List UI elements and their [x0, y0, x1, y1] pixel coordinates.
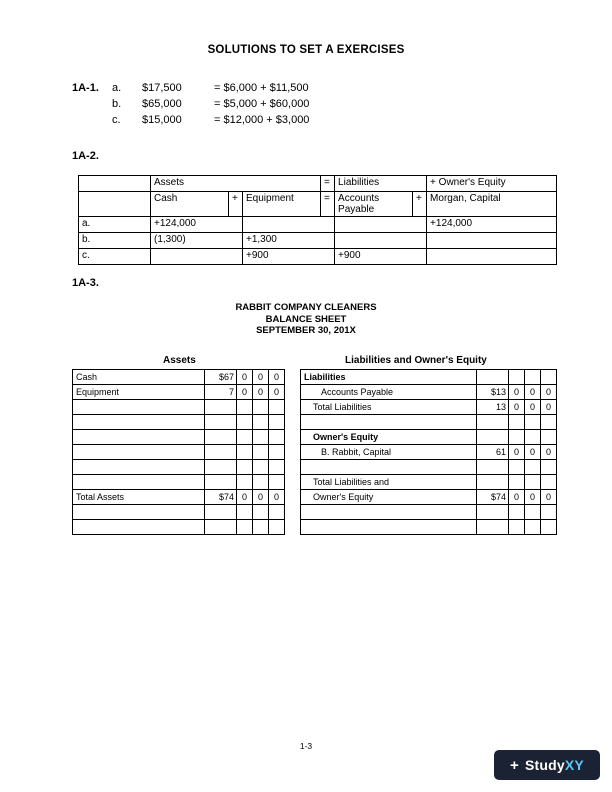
- row-digit-3: 0: [541, 385, 557, 400]
- item-equation: = $12,000 + $3,000: [214, 114, 310, 126]
- header-owners-equity: + Owner's Equity: [427, 176, 557, 192]
- row-amount: [477, 460, 509, 475]
- item-letter: c.: [112, 114, 121, 126]
- page-title: SOLUTIONS TO SET A EXERCISES: [207, 44, 405, 56]
- statement-name: BALANCE SHEET: [265, 313, 347, 325]
- row-digit-1: 0: [237, 370, 253, 385]
- row-digit-1: [237, 520, 253, 535]
- table-row: [301, 520, 557, 535]
- row-digit-3: [269, 460, 285, 475]
- subheader-equals: =: [321, 192, 335, 217]
- row-label: [73, 475, 205, 490]
- row-amount: [205, 400, 237, 415]
- row-digit-3: [541, 430, 557, 445]
- row-amount: 61: [477, 445, 509, 460]
- item-amount: $15,000: [142, 114, 182, 126]
- row-digit-2: 0: [525, 490, 541, 505]
- row-amount: 7: [205, 385, 237, 400]
- row-digit-2: [525, 430, 541, 445]
- row-amount: [477, 370, 509, 385]
- row-digit-2: [525, 520, 541, 535]
- row-payable: +900: [335, 249, 427, 265]
- row-label: Equipment: [73, 385, 205, 400]
- row-amount: $67: [205, 370, 237, 385]
- table-row: [73, 505, 285, 520]
- table-subheader-row: [79, 192, 557, 217]
- row-digit-2: [253, 445, 269, 460]
- table-row: [301, 415, 557, 430]
- table-row: [301, 505, 557, 520]
- row-digit-1: 0: [509, 445, 525, 460]
- row-digit-3: [269, 400, 285, 415]
- accounting-equation-table: [78, 175, 557, 265]
- row-digit-1: 0: [237, 490, 253, 505]
- list-item: [112, 82, 414, 98]
- corner-cell-2: [79, 192, 151, 217]
- list-item: [112, 98, 414, 114]
- table-row: [79, 217, 557, 233]
- row-label: Total Assets: [73, 490, 205, 505]
- row-label: [301, 520, 477, 535]
- row-digit-2: 0: [253, 490, 269, 505]
- row-label: Cash: [73, 370, 205, 385]
- company-name: RABBIT COMPANY CLEANERS: [235, 302, 377, 313]
- row-digit-1: 0: [509, 385, 525, 400]
- exercise-1a3-label: 1A-3.: [72, 277, 99, 289]
- row-label: [73, 430, 205, 445]
- row-cash: (1,300): [151, 233, 243, 249]
- table-row: [301, 400, 557, 415]
- table-row: [301, 475, 557, 490]
- row-digit-3: [269, 415, 285, 430]
- table-header-row: [79, 176, 557, 192]
- header-assets: Assets: [151, 176, 321, 192]
- table-row: [79, 249, 557, 265]
- table-row: [73, 445, 285, 460]
- row-letter: a.: [79, 217, 151, 233]
- subheader-cash: Cash: [151, 192, 229, 217]
- table-row: [301, 385, 557, 400]
- row-digit-2: [253, 505, 269, 520]
- item-amount: $17,500: [142, 82, 182, 94]
- item-letter: a.: [112, 82, 122, 94]
- subheader-accounts-payable: Accounts Payable: [335, 192, 413, 217]
- row-digit-3: [541, 475, 557, 490]
- row-digit-1: [509, 475, 525, 490]
- row-digit-3: [541, 415, 557, 430]
- item-letter: b.: [112, 98, 122, 110]
- row-label: [73, 505, 205, 520]
- row-digit-1: 0: [509, 490, 525, 505]
- row-label: Liabilities: [301, 370, 477, 385]
- row-digit-3: [269, 505, 285, 520]
- row-label: [301, 505, 477, 520]
- row-label: Total Liabilities: [301, 400, 477, 415]
- watermark-name-accent: XY: [564, 757, 584, 773]
- row-digit-1: 0: [509, 400, 525, 415]
- table-row: [73, 460, 285, 475]
- table-row: [73, 490, 285, 505]
- row-payable: [335, 233, 427, 249]
- row-equipment: +1,300: [243, 233, 335, 249]
- table-row: [301, 460, 557, 475]
- row-capital: [427, 249, 557, 265]
- row-digit-2: 0: [525, 445, 541, 460]
- row-digit-2: 0: [253, 385, 269, 400]
- table-row: [73, 415, 285, 430]
- row-amount: [477, 475, 509, 490]
- row-label: B. Rabbit, Capital: [301, 445, 477, 460]
- table-row: [73, 385, 285, 400]
- row-amount: [205, 460, 237, 475]
- row-amount: [205, 505, 237, 520]
- row-amount: [477, 415, 509, 430]
- table-row: [301, 370, 557, 385]
- table-row: [301, 430, 557, 445]
- row-amount: [477, 520, 509, 535]
- row-digit-2: 0: [525, 385, 541, 400]
- row-digit-2: [253, 415, 269, 430]
- row-capital: [427, 233, 557, 249]
- row-label: [73, 445, 205, 460]
- row-digit-2: [525, 475, 541, 490]
- item-equation: = $5,000 + $60,000: [214, 98, 310, 110]
- row-payable: [335, 217, 427, 233]
- liabilities-column-heading: Liabilities and Owner's Equity: [345, 355, 487, 366]
- table-row: [73, 430, 285, 445]
- row-amount: [205, 520, 237, 535]
- row-digit-3: 0: [269, 490, 285, 505]
- item-amount: $65,000: [142, 98, 182, 110]
- exercise-1a1-rows: [112, 82, 414, 130]
- header-liabilities: Liabilities: [335, 176, 427, 192]
- row-digit-2: [253, 475, 269, 490]
- row-label: [73, 520, 205, 535]
- exercise-1a1-label: 1A-1.: [72, 82, 99, 94]
- liabilities-equity-table: [300, 369, 557, 535]
- table-row: [73, 400, 285, 415]
- page-number: 1-3: [299, 741, 313, 751]
- row-digit-2: [525, 505, 541, 520]
- row-digit-2: [253, 460, 269, 475]
- row-digit-3: [541, 505, 557, 520]
- row-digit-2: [525, 415, 541, 430]
- subheader-equipment: Equipment: [243, 192, 321, 217]
- row-label: Total Liabilities and: [301, 475, 477, 490]
- row-amount: [205, 415, 237, 430]
- row-digit-1: [509, 430, 525, 445]
- row-digit-1: [509, 415, 525, 430]
- row-digit-2: [253, 430, 269, 445]
- row-digit-3: [541, 520, 557, 535]
- row-digit-3: 0: [269, 385, 285, 400]
- statement-date: SEPTEMBER 30, 201X: [256, 325, 356, 336]
- row-label: [73, 400, 205, 415]
- table-row: [73, 475, 285, 490]
- row-amount: [205, 445, 237, 460]
- row-cash: +124,000: [151, 217, 243, 233]
- table-row: [79, 233, 557, 249]
- row-digit-2: [525, 460, 541, 475]
- row-digit-3: [269, 520, 285, 535]
- row-label: [73, 415, 205, 430]
- table-row: [301, 490, 557, 505]
- corner-cell: [79, 176, 151, 192]
- subheader-plus-1: +: [229, 192, 243, 217]
- row-digit-1: [509, 460, 525, 475]
- row-digit-1: [237, 445, 253, 460]
- row-digit-2: [253, 520, 269, 535]
- row-digit-3: 0: [541, 400, 557, 415]
- row-amount: $13: [477, 385, 509, 400]
- row-digit-3: [541, 370, 557, 385]
- row-equipment: +900: [243, 249, 335, 265]
- row-digit-2: 0: [253, 370, 269, 385]
- row-amount: $74: [477, 490, 509, 505]
- row-digit-3: 0: [541, 445, 557, 460]
- row-digit-1: [237, 400, 253, 415]
- row-capital: +124,000: [427, 217, 557, 233]
- row-digit-2: 0: [525, 400, 541, 415]
- balance-sheet-heading: [0, 302, 612, 337]
- row-cash: [151, 249, 243, 265]
- row-equipment: [243, 217, 335, 233]
- studyxy-watermark: [494, 750, 600, 780]
- exercise-1a2-label: 1A-2.: [72, 150, 99, 162]
- row-letter: b.: [79, 233, 151, 249]
- row-label: Owner's Equity: [301, 430, 477, 445]
- exercise-1a1: [72, 82, 414, 130]
- row-digit-1: [509, 520, 525, 535]
- row-digit-1: [237, 505, 253, 520]
- row-label: [73, 460, 205, 475]
- row-amount: [477, 505, 509, 520]
- row-label: Owner's Equity: [301, 490, 477, 505]
- row-digit-3: [269, 445, 285, 460]
- row-amount: [477, 430, 509, 445]
- row-amount: 13: [477, 400, 509, 415]
- list-item: [112, 114, 414, 130]
- subheader-plus-2: +: [413, 192, 427, 217]
- table-row: [73, 520, 285, 535]
- row-amount: $74: [205, 490, 237, 505]
- assets-column-heading: Assets: [163, 355, 196, 366]
- row-digit-3: [269, 430, 285, 445]
- row-digit-1: [509, 370, 525, 385]
- assets-table: [72, 369, 285, 535]
- row-digit-2: [253, 400, 269, 415]
- row-digit-1: [237, 415, 253, 430]
- row-digit-1: 0: [237, 385, 253, 400]
- table-row: [73, 370, 285, 385]
- header-equals: =: [321, 176, 335, 192]
- row-label: Accounts Payable: [301, 385, 477, 400]
- watermark-name: Study: [525, 757, 565, 773]
- subheader-capital: Morgan, Capital: [427, 192, 557, 217]
- row-label: [301, 460, 477, 475]
- plus-icon: +: [510, 756, 519, 774]
- row-digit-3: 0: [541, 490, 557, 505]
- row-digit-1: [509, 505, 525, 520]
- row-digit-1: [237, 475, 253, 490]
- row-digit-3: [541, 460, 557, 475]
- row-digit-1: [237, 460, 253, 475]
- row-letter: c.: [79, 249, 151, 265]
- row-digit-1: [237, 430, 253, 445]
- item-equation: = $6,000 + $11,500: [214, 82, 309, 94]
- row-digit-3: [269, 475, 285, 490]
- row-label: [301, 415, 477, 430]
- row-amount: [205, 430, 237, 445]
- table-row: [301, 445, 557, 460]
- row-digit-3: 0: [269, 370, 285, 385]
- row-digit-2: [525, 370, 541, 385]
- row-amount: [205, 475, 237, 490]
